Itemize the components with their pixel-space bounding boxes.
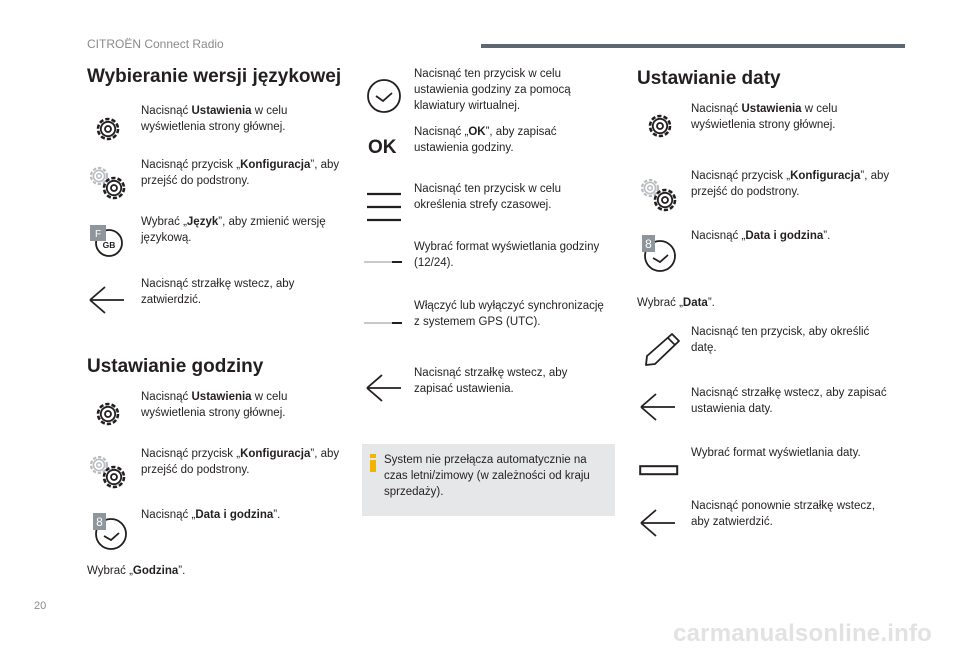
date-section-title: Ustawianie daty: [637, 68, 781, 89]
language-icon: [88, 224, 128, 258]
step-text: Wybrać format wyświetlania daty.: [691, 447, 861, 459]
toggle-line-icon: [364, 320, 404, 328]
step-text-post: w celu wyświetlenia strony głównej.: [691, 103, 838, 131]
date-step-5: [691, 385, 896, 417]
select-text-bold: Data: [682, 297, 708, 309]
date-step-6: [691, 445, 896, 461]
time-step-9: [414, 365, 609, 397]
step-text-pre: Nacisnąć „: [691, 230, 746, 242]
time-step-8: [414, 298, 609, 330]
select-text-pre: Wybrać „: [637, 297, 683, 309]
step-text-post: ”, aby przejść do podstrony.: [141, 448, 340, 476]
clock-icon-label: 8: [96, 515, 103, 529]
header-bar: [481, 44, 905, 48]
date-step-1: [691, 101, 896, 133]
select-text-post: ”.: [707, 297, 715, 309]
language-step-1: [141, 103, 341, 135]
time-step-1: [141, 389, 341, 421]
time-select-line: [87, 563, 337, 579]
gear-icon: [93, 114, 123, 144]
language-icon-label-b: GB: [102, 240, 116, 250]
back-arrow-icon: [88, 285, 128, 317]
step-text: Włączyć lub wyłączyć synchronizację z systemem GPS (UTC).: [414, 300, 604, 328]
step-text-pre: Nacisnąć: [141, 391, 192, 403]
step-text: Nacisnąć strzałkę wstecz, aby zatwierdzić.: [141, 278, 295, 306]
step-text: Nacisnąć ten przycisk w celu ustawienia godziny za pomocą klawiatury wirtualnej.: [414, 68, 571, 112]
step-text-pre: Nacisnąć „: [414, 126, 469, 138]
step-text-bold: Data i godzina: [195, 509, 274, 521]
double-gear-icon: [86, 452, 130, 492]
step-text: Wybrać format wyświetlania godziny (12/24).: [414, 241, 600, 269]
info-note-text: System nie przełącza automatycznie na czas letni/zimowy (w zależności od kraju sprzedaży).: [384, 454, 590, 498]
time-step-5: [414, 124, 609, 156]
date-step-3: [691, 228, 896, 244]
date-step-4: [691, 324, 896, 356]
time-step-7: [414, 239, 609, 271]
step-text-pre: Nacisnąć przycisk „: [691, 170, 791, 182]
step-text-bold: Ustawienia: [191, 105, 252, 117]
page-number: 20: [34, 600, 47, 612]
menu-lines-icon: [365, 191, 403, 225]
time-step-3: [141, 507, 341, 523]
step-text-bold: Data i godzina: [745, 230, 824, 242]
step-text-post: ”.: [273, 509, 281, 521]
clock-icon: [91, 510, 129, 552]
language-step-2: [141, 157, 341, 189]
ok-icon: OK: [368, 137, 397, 158]
step-text-bold: Konfiguracja: [240, 448, 311, 460]
select-text-bold: Godzina: [132, 565, 179, 577]
step-text-post: w celu wyświetlenia strony głównej.: [141, 105, 288, 133]
step-text-pre: Nacisnąć przycisk „: [141, 159, 241, 171]
step-text: Nacisnąć strzałkę wstecz, aby zapisać ustawienia.: [414, 367, 568, 395]
watermark: carmanualsonline.info: [673, 620, 932, 647]
step-text-post: ”.: [823, 230, 831, 242]
step-text: Nacisnąć ten przycisk, aby określić datę.: [691, 326, 870, 354]
date-select-line: [637, 295, 887, 311]
info-icon: [370, 454, 376, 472]
step-text-post: w celu wyświetlenia strony głównej.: [141, 391, 288, 419]
step-text-bold: Język: [186, 216, 219, 228]
language-icon-label-a: F: [94, 229, 102, 240]
step-text-post: ”, aby przejść do podstrony.: [691, 170, 890, 198]
gear-icon: [645, 111, 675, 141]
step-text: Nacisnąć strzałkę wstecz, aby zapisać ustawienia daty.: [691, 387, 887, 415]
step-text-bold: Konfiguracja: [790, 170, 861, 182]
date-step-7: [691, 498, 896, 530]
language-step-3: [141, 214, 341, 246]
checkmark-circle-icon: [365, 77, 403, 115]
info-note-box: [362, 444, 615, 516]
step-text-post: ”, aby przejść do podstrony.: [141, 159, 340, 187]
header-title: CITROËN Connect Radio: [87, 37, 224, 51]
step-text-post: ”, aby zmienić wersję językową.: [141, 216, 326, 244]
language-step-4: [141, 276, 341, 308]
back-arrow-icon: [639, 508, 679, 540]
step-text-bold: OK: [468, 126, 486, 138]
step-text-pre: Nacisnąć „: [141, 509, 196, 521]
back-arrow-icon: [365, 373, 405, 405]
clock-icon-label: 8: [645, 237, 652, 251]
gear-icon: [93, 399, 123, 429]
step-text: Nacisnąć ponownie strzałkę wstecz, aby zatwierdzić.: [691, 500, 876, 528]
step-text-post: ”, aby zapisać ustawienia godziny.: [414, 126, 557, 154]
time-step-4: [414, 66, 609, 114]
step-text-pre: Wybrać „: [141, 216, 187, 228]
clock-icon: [640, 232, 678, 274]
step-text-bold: Ustawienia: [191, 391, 252, 403]
double-gear-icon: [637, 175, 681, 215]
toggle-line-icon: [364, 259, 404, 267]
time-step-6: [414, 181, 609, 213]
back-arrow-icon: [639, 392, 679, 424]
language-section-title: Wybieranie wersji językowej: [87, 66, 342, 87]
select-text-pre: Wybrać „: [87, 565, 133, 577]
step-text-bold: Ustawienia: [741, 103, 802, 115]
pencil-icon: [642, 331, 682, 367]
step-text-bold: Konfiguracja: [240, 159, 311, 171]
time-step-2: [141, 446, 341, 478]
time-section-title: Ustawianie godziny: [87, 356, 264, 377]
double-gear-icon: [86, 163, 130, 203]
step-text-pre: Nacisnąć: [141, 105, 192, 117]
step-text-pre: Nacisnąć: [691, 103, 742, 115]
date-step-2: [691, 168, 896, 200]
step-text-pre: Nacisnąć przycisk „: [141, 448, 241, 460]
rectangle-icon: [639, 465, 679, 477]
step-text: Nacisnąć ten przycisk w celu określenia strefy czasowej.: [414, 183, 561, 211]
select-text-post: ”.: [178, 565, 186, 577]
